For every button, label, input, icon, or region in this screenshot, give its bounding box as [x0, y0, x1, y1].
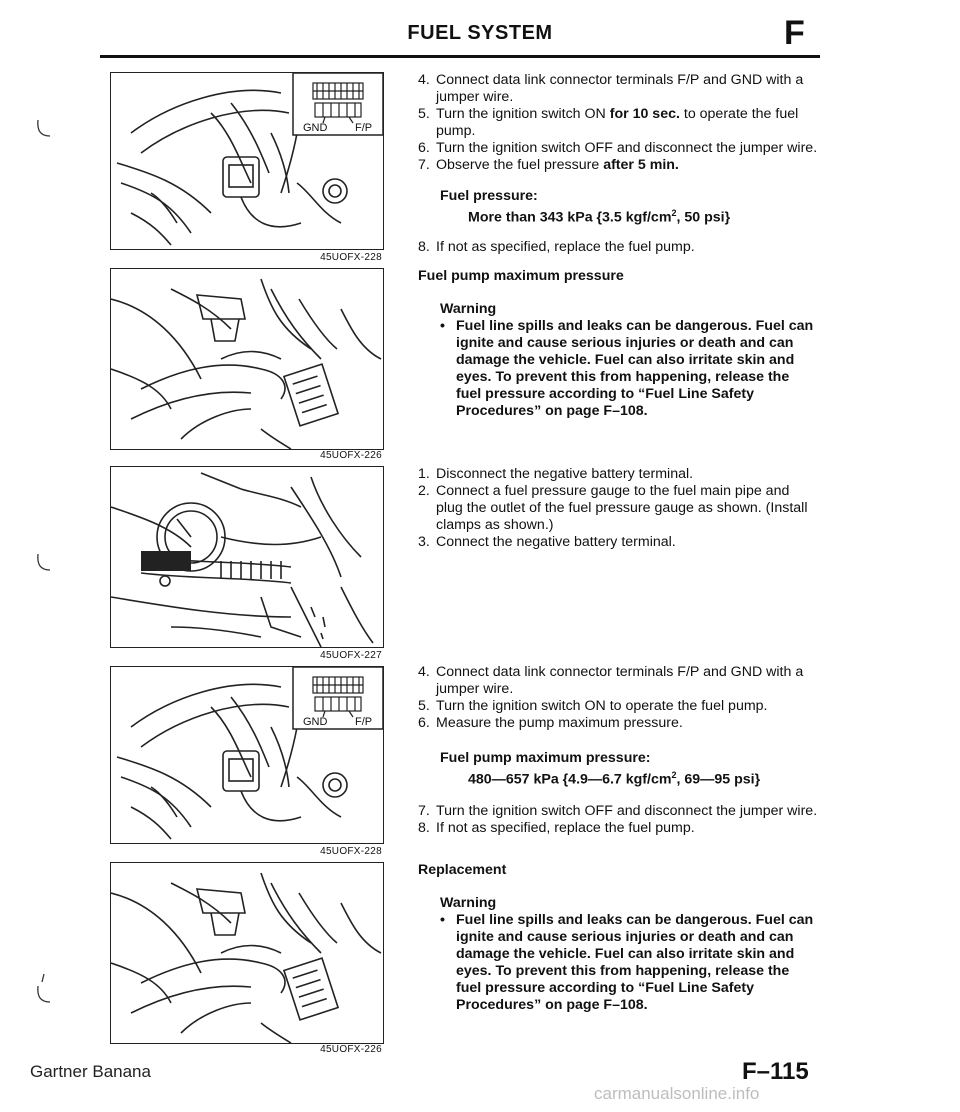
step-item: 2. Connect a fuel pressure gauge to the fuel main pipe and plug the outlet of the fuel pressure gauge as shown. (Install clamps as shown.) — [418, 483, 808, 533]
step-item: 1. Disconnect the negative battery terminal. — [418, 466, 694, 482]
section-title: Replacement — [418, 862, 507, 878]
figure-dlc-jumper — [110, 72, 384, 250]
step-item: 5. Turn the ignition switch ON to operate the fuel pump. — [418, 698, 768, 714]
step-item: 6. Turn the ignition switch OFF and disconnect the jumper wire. — [418, 140, 818, 156]
label-fp: F/P — [355, 122, 373, 134]
section-replacement — [418, 862, 818, 1014]
figure-pressure-gauge — [110, 466, 384, 648]
section-title: Fuel pump maximum pressure — [418, 268, 624, 284]
bullet-icon: • — [440, 318, 445, 334]
step-item: 8. If not as specified, replace the fuel pump. — [418, 819, 695, 836]
figure-connector-hand — [110, 268, 384, 450]
page-title: FUEL SYSTEM — [407, 22, 553, 44]
section-max-pressure — [418, 268, 818, 420]
spec-fuel-pressure: Fuel pressure: More than 343 kPa {3.5 kgf/$cm^2$, 50 psi} — [440, 188, 731, 226]
figure-code: 45UOFX-228 — [320, 252, 382, 263]
figure-code: 45UOFX-228 — [320, 846, 382, 857]
warning-box: Warning • Fuel line spills and leaks can be dangerous. Fuel can ignite and cause serious injuries or death and can damage the vehicle. Fuel can also irritate skin and eyes. To prevent this from happening, release the fuel pressure according to “Fuel Line Safety Procedures” on page F–108. — [440, 895, 814, 1013]
step-item: 6. Measure the pump maximum pressure. — [418, 715, 683, 731]
step-item: 5. Turn the ignition switch ON for 10 sec. to operate the fuel pump. — [418, 106, 799, 139]
label-gnd: GND — [303, 122, 328, 134]
bullet-icon: • — [440, 912, 445, 928]
procedure-block-1 — [418, 72, 818, 256]
step-item: 8. If not as specified, replace the fuel pump. — [418, 238, 695, 255]
header-rule — [100, 55, 820, 58]
figure-code: 45UOFX-227 — [320, 650, 382, 661]
step-item: 3. Connect the negative battery terminal. — [418, 534, 676, 550]
figure-dlc-jumper — [110, 666, 384, 844]
label-gnd: GND — [303, 716, 328, 728]
page-number: F–115 — [742, 1058, 809, 1085]
spec-max-pressure: Fuel pump maximum pressure: 480—657 kPa {4.9—6.7 kgf/$cm^2$, 69—95 psi} — [440, 750, 761, 788]
procedure-block-3 — [418, 664, 818, 837]
label-fp: F/P — [355, 716, 373, 728]
procedure-block-2 — [418, 466, 818, 551]
figure-code: 45UOFX-226 — [320, 1044, 382, 1055]
figure-code: 45UOFX-226 — [320, 450, 382, 461]
step-item: 4. Connect data link connector terminals F/P and GND with a jumper wire. — [418, 72, 804, 105]
section-letter: F — [784, 14, 805, 52]
watermark-text: carmanualsonline.info — [594, 1084, 760, 1103]
warning-box: Warning • Fuel line spills and leaks can be dangerous. Fuel can ignite and cause serious injuries or death and can damage the vehicle. Fuel can also irritate skin and eyes. To prevent this from happening, release the fuel pressure according to “Fuel Line Safety Procedures” on page F–108. — [440, 301, 814, 419]
margin-mark-icon — [34, 972, 54, 1008]
step-item: 7. Observe the fuel pressure after 5 min. — [418, 157, 679, 173]
figure-connector-hand — [110, 862, 384, 1044]
margin-mark-icon — [34, 118, 54, 140]
step-item: 7. Turn the ignition switch OFF and disconnect the jumper wire. — [418, 802, 818, 819]
footer-credit: Gartner Banana — [30, 1062, 151, 1081]
margin-mark-icon — [34, 552, 54, 574]
step-item: 4. Connect data link connector terminals F/P and GND with a jumper wire. — [418, 664, 804, 697]
